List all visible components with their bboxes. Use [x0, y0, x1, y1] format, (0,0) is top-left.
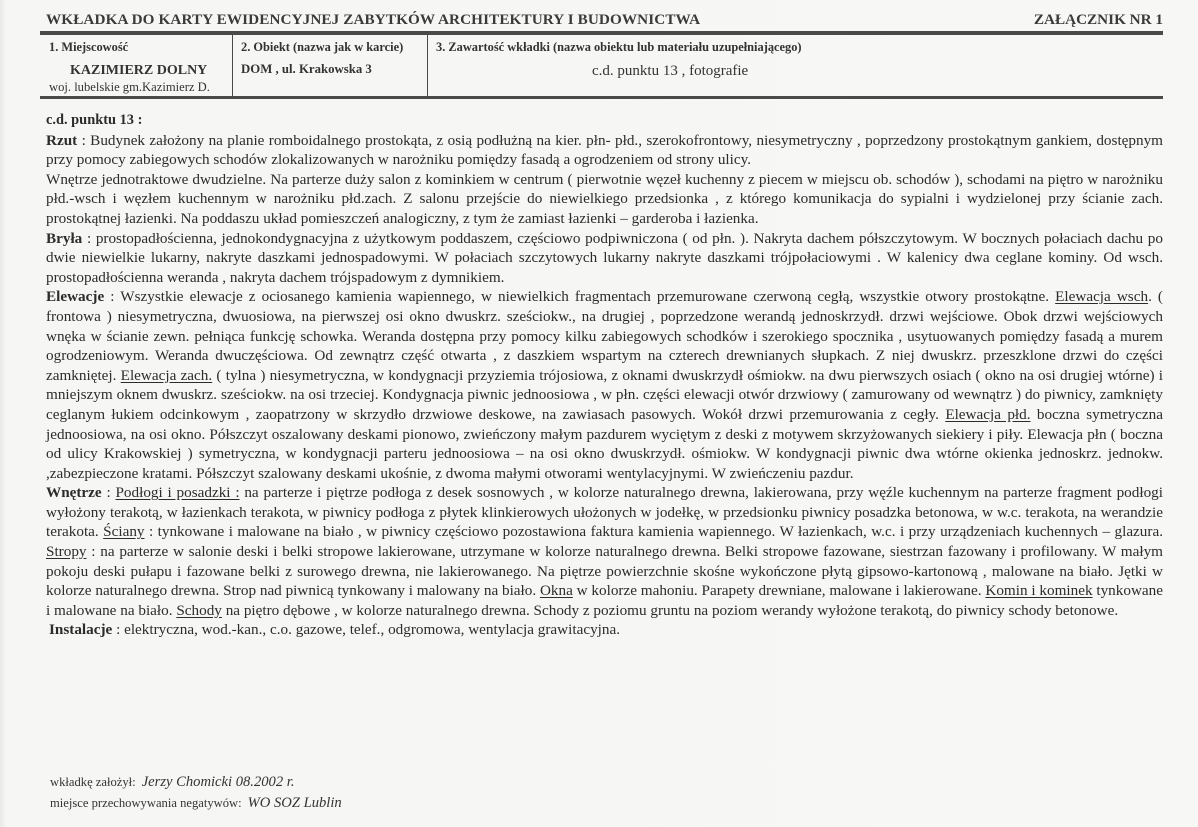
locality-town: KAZIMIERZ DOLNY	[70, 63, 208, 78]
wnetrze-text-5: tynkowane i malowane na biało.	[46, 582, 1163, 619]
okna-heading: Okna	[539, 582, 573, 600]
wnetrze-label: Wnętrze	[46, 484, 102, 502]
rzut-text: : Budynek założony na planie romboidalnego prostokąta, z osią podłużną na kier. płn- płd., szerokofrontowy, niesymetryczny , poprzedzony prostokątnym gankiem, dostępnym przy pomocy zabiegowych schodów zlokalizowanych w narożniku pomiędzy fasadą a ogrodzeniem od strony ulicy.	[46, 131, 1163, 169]
wnetrze-text-0: :	[101, 484, 116, 502]
body-text	[46, 110, 1163, 640]
elewacja-pld-heading: Elewacja płd.	[945, 405, 1031, 423]
contents-cell	[428, 35, 1163, 97]
object-value: DOM , ul. Krakowska 3	[241, 62, 372, 76]
rzut-label: Rzut	[46, 131, 78, 149]
elewacje-text-2: . ( frontowa ) niesymetryczna, dwuosiowa, na pierwszej osi okno dwuskrz. sześciokw., na drugiej , poprzedzone werandą jednoskrzydł. drzwi wejściowe. Obok drzwi wejściowych wnęka w ścianie zewn. pełniąca funkcję schowka. Weranda dostępna przy pomocy kilku zabiegowych schodków i szerokiego spocznika , usytuowanych pomiędzy fasadą a murem ogrodzeniowym. Weranda dwuczęściowa. Od zewnątrz część otwarta , z daszkiem wspartym na czterech drewnianych słupkach. Z niej dwuskrz. przeszklone drzwi do części zamkniętej.	[46, 288, 1163, 384]
elewacje-text-4: boczna symetryczna jednoosiowa, na osi okno. Półszczyt oszalowany deskami pionowo, zwieńczony małym pazdurem wyciętym z deski z motywem skrzyżowanych siekiery i piły. Elewacja płn ( boczna od ulicy Krakowskiej ) symetryczna, w kondygnacji parteru jednoosiowa – na osi okno dwuskrzydł. ośmiokw. W kondygnacji piwnic dwa wtórne okienka jednoskrz. jednokw. ,zabezpieczone kratami. Półszczyt szalowany deskami ukośnie, z dwoma małymi otworami wentylacyjnymi. W zwieńczeniu pazdur.	[46, 405, 1163, 482]
paragraph-instalacje	[49, 620, 1163, 640]
negatives-line	[50, 793, 342, 814]
object-cell	[233, 35, 428, 97]
elewacje-text-1: : Wszystkie elewacje z ociosanego kamienia wapiennego, w niewielkich fragmentach przemurowane czerwoną cegłą, wszystkie otwory prostokątne.	[104, 288, 1056, 306]
negatives-label: miejsce przechowywania negatywów:	[50, 796, 242, 810]
elewacje-label: Elewacje	[46, 288, 105, 306]
stropy-heading: Stropy	[46, 543, 87, 561]
instalacje-text: : elektryczna, wod.-kan., c.o. gazowe, telef., odgromowa, wentylacja grawitacyjna.	[112, 621, 621, 639]
elewacje-text-3: ( tylna ) niesymetryczna, w kondygnacji przyziemia trójosiowa, z oknami dwuskrzydł ośmiokw. na dwu pierwszych osiach ( okno na osi drugiej wtórne) i mniejszym oknem dwuskrz. sześciokw. na osi trzeciej. Kondygnacja piwnic jednoosiowa , w płn. części elewacji otwór drzwiowy ( zamurowany od wewnątrz ) do piwnicy, zamknięty ceglanym łukiem odcinkowym , zaopatrzony w skrzydło drzwiowe deskowe, na zawiasach pasowych. Wokół drzwi przemurowania z cegły.	[46, 366, 1163, 423]
sciany-heading: Ściany	[103, 523, 145, 541]
contents-label: 3. Zawartość wkładki (nazwa obiektu lub materiału uzupełniającego)	[436, 40, 802, 54]
wnetrze-text-2: : tynkowane i malowane na biało , w piwnicy częściowo pozostawiona faktura kamienia wapiennego. W łazienkach, w.c. i przy urządzeniach kuchennych – glazura.	[144, 523, 1163, 541]
wnetrze-text-6: na piętro dębowe , w kolorze naturalnego drewna. Schody z poziomu gruntu na poziom werandy wyłożone terakotą, do piwnicy schody betonowe.	[221, 601, 1119, 619]
locality-cell	[40, 35, 233, 97]
schody-heading: Schody	[176, 601, 222, 619]
author-line	[50, 772, 342, 793]
footer	[50, 772, 342, 814]
komin-heading: Komin i kominek	[985, 582, 1093, 600]
instalacje-label: Instalacje	[49, 621, 113, 639]
author-label: wkładkę założył:	[50, 775, 136, 789]
section-heading: c.d. punktu 13 :	[46, 112, 143, 128]
podlogi-heading: Podłogi i posadzki :	[115, 484, 240, 502]
rzut-text-2: Wnętrze jednotraktowe dwudzielne. Na parterze duży salon z kominkiem w centrum ( pierwotnie węzeł kuchenny z piecem w miejscu ob. schodów ), schodami na piętro w narożniku płd.-wsch i węzłem kuchennym w narożniku płd.zach. Z salonu przejście do niewielkiego przedsionka , z którego komunikacja do sypialni i wydzielonej przy ścianie zach. prostokątnej łazienki. Na poddaszu układ pomieszczeń analogiczny, z tym że zamiast łazienki – garderoba i łazienka.	[46, 170, 1163, 227]
paragraph-elewacje	[46, 287, 1163, 483]
paragraph-rzut	[46, 131, 1163, 170]
locality-region: woj. lubelskie gm.Kazimierz D.	[49, 80, 210, 94]
paragraph-bryla	[46, 229, 1163, 288]
paragraph-wnetrze	[46, 483, 1163, 620]
negatives-value: WO SOZ Lublin	[247, 795, 342, 811]
wnetrze-text-3: : na parterze w salonie deski i belki stropowe lakierowane, utrzymane w kolorze naturalnego drewna. Belki stropowe fazowane, siestrzan fazowany i profilowany. W małym pokoju deski pułapu i fazowane belki z surowego drewna, nie lakierowanego. Na piętrze powierzchnie skośne wykończone płytą gipsowo-kartonową , malowane na biało. Jętki w kolorze naturalnego drewna. Strop nad piwnicą tynkowany i malowany na biało.	[46, 543, 1163, 600]
contents-value: c.d. punktu 13 , fotografie	[592, 63, 749, 79]
document-title: WKŁADKA DO KARTY EWIDENCYJNEJ ZABYTKÓW ARCHITEKTURY I BUDOWNICTWA	[46, 11, 701, 28]
elewacja-wsch-heading: Elewacja wsch	[1055, 288, 1149, 306]
bryla-text: : prostopadłościenna, jednokondygnacyjna z użytkowym poddaszem, częściowo podpiwniczona ( od płn. ). Nakryta dachem półszczytowym. W bocznych połaciach dachu po dwie niewielkie lukarny, nakryte daszkami jednospadowymi. W połaciach szczytowych lukarny nakryte daszkami trójpołaciowymi . W kalenicy dwa ceglane kominy. Od wsch. prostopadłościenna weranda , nakryta dachem trójspadowym z dymnikiem.	[46, 229, 1163, 286]
annex-label: ZAŁĄCZNIK NR 1	[1033, 11, 1163, 28]
author-value: Jerzy Chomicki 08.2002 r.	[141, 774, 295, 790]
header-rule-bottom	[40, 96, 1163, 99]
bryla-label: Bryła	[46, 229, 83, 247]
object-label: 2. Obiekt (nazwa jak w karcie)	[241, 40, 404, 54]
wnetrze-text-4: w kolorze mahoniu. Parapety drewniane, malowane i lakierowane.	[572, 582, 986, 600]
locality-label: 1. Miejscowość	[49, 40, 129, 54]
elewacja-zach-heading: Elewacja zach.	[120, 366, 213, 384]
paragraph-rzut-interior	[46, 170, 1163, 229]
wnetrze-text-1: na parterze i piętrze podłoga z desek sosnowych , w kolorze naturalnego drewna, lakierowana, przy węźle kuchennym na parterze fragment podłogi wyłożony terakotą, w łazienkach terakota, w piwnicy podłoga z płytek klinkierowych ułożonych w jodełkę, w przedsionku piwnicy posadzka betonowa, w w.c. terakota, na werandzie terakota.	[46, 484, 1163, 541]
header-table	[40, 35, 1163, 97]
